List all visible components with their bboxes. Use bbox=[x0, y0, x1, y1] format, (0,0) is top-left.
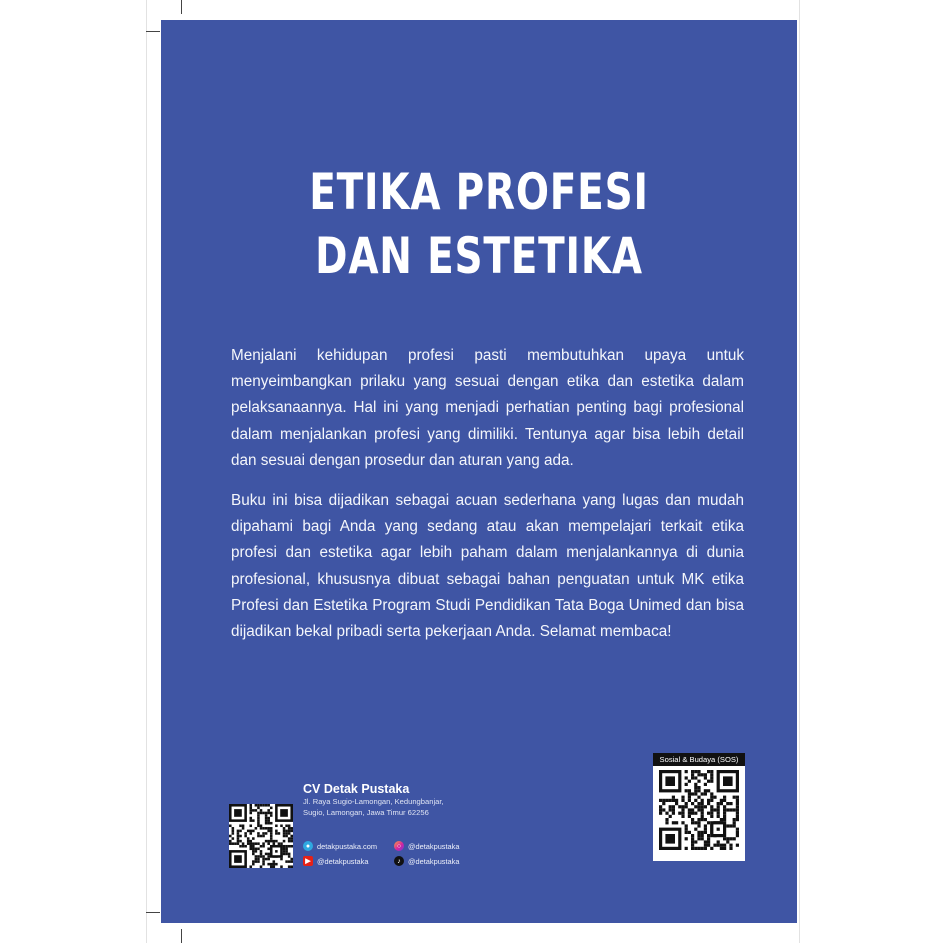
publisher-address bbox=[303, 797, 503, 818]
publisher-website bbox=[303, 841, 377, 851]
crop-mark bbox=[146, 31, 160, 32]
publisher-tiktok bbox=[394, 856, 459, 866]
publisher-name: CV Detak Pustaka bbox=[303, 782, 410, 796]
synopsis-paragraph-1: Menjalani kehidupan profesi pasti membutuhkan upaya untuk menyeimbangkan prilaku yang sesuai dengan etika dan estetika dalam pelaksanaannya. Hal ini yang menjadi perhatian penting bagi profesional dalam menjalankan profesi yang dimiliki. Tentunya agar bisa lebih detail dan sesuai dengan prosedur dan aturan yang ada. bbox=[231, 347, 744, 469]
crop-mark bbox=[181, 0, 182, 14]
publisher-instagram-text: @detakpustaka bbox=[408, 841, 460, 851]
publisher-block bbox=[229, 782, 549, 872]
crop-mark bbox=[146, 912, 160, 913]
synopsis-paragraph-2: Buku ini bisa dijadikan sebagai acuan sederhana yang lugas dan mudah dipahami bagi Anda yang sedang atau akan mempelajari terkait etika profesi dan estetika agar lebih paham dalam menjalankannya di dunia profesional, khususnya dibuat sebagai bahan penguatan untuk MK etika Profesi dan Estetika Program Studi Pendidikan Tata Boga Unimed dan bisa dijadikan bekal pribadi serta pekerjaan Anda. Selamat membaca! bbox=[231, 492, 744, 641]
youtube-icon: ▶ bbox=[303, 856, 313, 866]
instagram-icon: ○ bbox=[394, 841, 404, 851]
category-label: Sosial & Budaya (SOS) bbox=[653, 753, 745, 766]
synopsis bbox=[231, 343, 744, 659]
publisher-tiktok-text: @detakpustaka bbox=[408, 856, 460, 866]
category-qr-block bbox=[653, 753, 745, 861]
back-cover bbox=[161, 20, 797, 923]
book-title-line1: ETIKA PROFESI bbox=[309, 163, 649, 221]
crop-mark bbox=[181, 929, 182, 943]
publisher-address-line2: Sugio, Lamongan, Jawa Timur 62256 bbox=[303, 807, 429, 817]
publisher-website-text: detakpustaka.com bbox=[317, 841, 377, 851]
publisher-qr-code-icon bbox=[229, 804, 293, 868]
publisher-youtube-text: @detakpustaka bbox=[317, 856, 369, 866]
category-qr-code-icon bbox=[659, 770, 739, 850]
publisher-youtube bbox=[303, 856, 368, 866]
web-icon: ● bbox=[303, 841, 313, 851]
book-title-line2: DAN ESTETIKA bbox=[315, 227, 643, 285]
tiktok-icon: ♪ bbox=[394, 856, 404, 866]
publisher-instagram bbox=[394, 841, 459, 851]
publisher-address-line1: Jl. Raya Sugio-Lamongan, Kedungbanjar, bbox=[303, 797, 444, 806]
book-title bbox=[231, 160, 727, 288]
